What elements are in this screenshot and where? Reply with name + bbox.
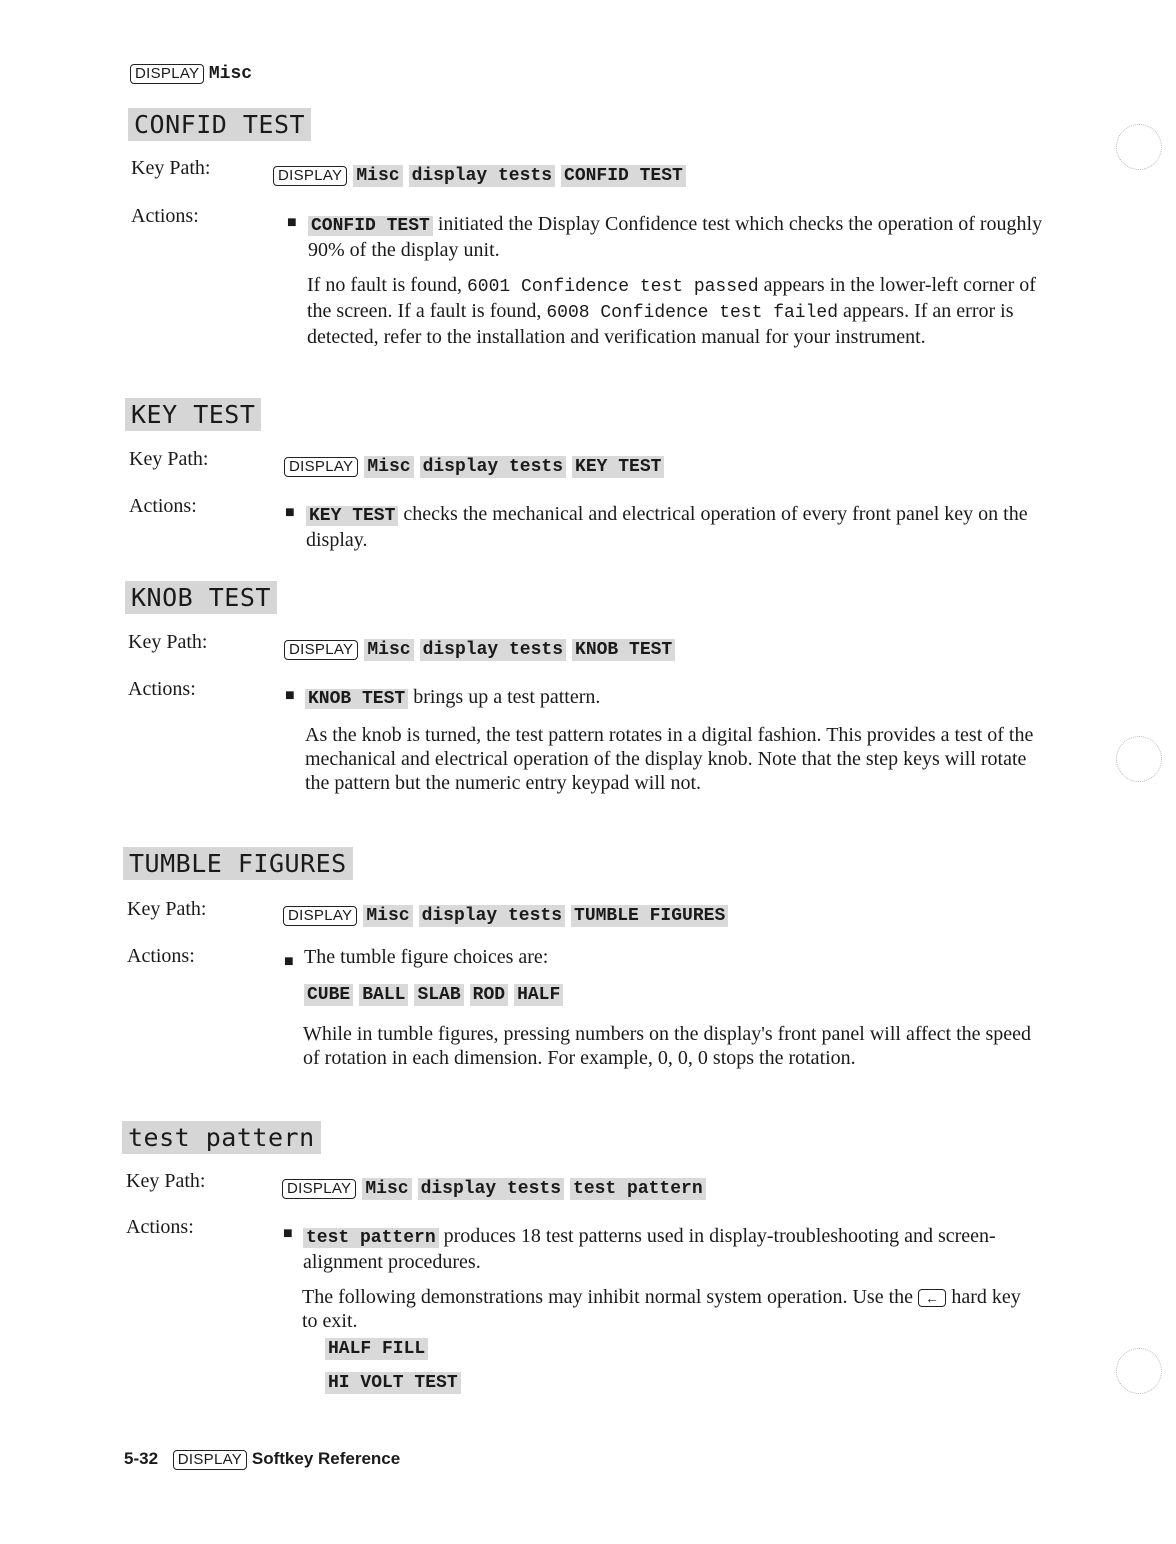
detail-text: hard key to exit. xyxy=(302,1286,1021,1332)
misc-softkey: Misc xyxy=(208,64,253,84)
tumble-choices xyxy=(304,985,569,1005)
bullet: ■ xyxy=(284,953,294,970)
actions-label: Actions: xyxy=(129,495,197,517)
key-path xyxy=(273,164,686,186)
choice-slab: SLAB xyxy=(414,984,463,1006)
path-softkey: display tests xyxy=(420,639,566,661)
action-text: produces 18 test patterns used in display-troubleshooting and screen-alignment procedures. xyxy=(303,1225,996,1273)
display-hardkey: DISPLAY xyxy=(283,906,357,926)
section-heading-confid-test: CONFID TEST xyxy=(128,108,311,141)
section-heading-test-pattern: test pattern xyxy=(122,1121,321,1154)
path-softkey: Misc xyxy=(353,165,402,187)
bullet: ■ xyxy=(285,687,295,704)
action-paragraph xyxy=(305,685,1040,711)
bullet: ■ xyxy=(283,1225,293,1242)
punch-hole xyxy=(1116,124,1162,170)
action-softkey: test pattern xyxy=(303,1228,439,1248)
footer-title: Softkey Reference xyxy=(251,1449,401,1468)
key-path-label: Key Path: xyxy=(126,1170,206,1192)
demo-hi-volt-test xyxy=(325,1373,467,1393)
key-path xyxy=(284,638,675,660)
path-softkey: Misc xyxy=(364,639,413,661)
actions-label: Actions: xyxy=(128,678,196,700)
path-softkey: Misc xyxy=(364,456,413,478)
path-softkey: Misc xyxy=(362,1178,411,1200)
detail-paragraph: As the knob is turned, the test pattern rotates in a digital fashion. This provides a test of the mechanical and electrical operation of the display knob. Note that the step keys will rotate the pattern but the numeric entry keypad will not. xyxy=(305,724,1034,794)
action-softkey: KEY TEST xyxy=(306,506,398,526)
path-softkey: Misc xyxy=(363,905,412,927)
path-softkey: CONFID TEST xyxy=(561,165,686,187)
punch-hole xyxy=(1116,736,1162,782)
demo-half-fill xyxy=(325,1339,434,1359)
actions-label: Actions: xyxy=(131,205,199,227)
key-path-label: Key Path: xyxy=(129,448,209,470)
section-heading-tumble-figures: TUMBLE FIGURES xyxy=(123,847,353,880)
key-path xyxy=(282,1177,706,1199)
detail-paragraph xyxy=(307,273,1042,349)
message-6008: 6008 Confidence test failed xyxy=(546,303,839,323)
actions-label: Actions: xyxy=(127,945,195,967)
detail-text: appears in the lower-left corner of the screen. If a fault is found, xyxy=(307,274,1036,322)
choice-cube: CUBE xyxy=(304,984,353,1006)
path-softkey: display tests xyxy=(418,1178,564,1200)
punch-hole xyxy=(1116,1348,1162,1394)
path-softkey: KNOB TEST xyxy=(572,639,675,661)
action-paragraph xyxy=(306,502,1041,552)
action-softkey: CONFID TEST xyxy=(308,216,433,236)
action-text: checks the mechanical and electrical operation of every front panel key on the display. xyxy=(306,503,1028,551)
demo-softkey: HALF FILL xyxy=(325,1338,428,1360)
section-heading-key-test: KEY TEST xyxy=(125,398,261,431)
message-6001: 6001 Confidence test passed xyxy=(466,277,759,297)
path-softkey: TUMBLE FIGURES xyxy=(571,905,728,927)
detail-paragraph xyxy=(302,1285,1037,1333)
section-heading-knob-test: KNOB TEST xyxy=(125,581,277,614)
key-path xyxy=(284,455,664,477)
path-softkey: KEY TEST xyxy=(572,456,664,478)
action-paragraph xyxy=(303,1224,1038,1274)
bullet: ■ xyxy=(287,214,297,231)
key-path xyxy=(283,904,728,926)
page-footer xyxy=(124,1449,400,1470)
back-arrow-key-icon: ← xyxy=(918,1289,946,1307)
top-breadcrumb xyxy=(130,62,252,84)
action-softkey: KNOB TEST xyxy=(305,689,408,709)
choice-rod: ROD xyxy=(470,984,508,1006)
page-number: 5-32 xyxy=(124,1449,159,1468)
display-hardkey: DISPLAY xyxy=(130,64,204,84)
choice-ball: BALL xyxy=(359,984,408,1006)
detail-text: appears. If an error is detected, refer to the installation and verification manual for your instrument. xyxy=(307,300,1014,348)
key-path-label: Key Path: xyxy=(127,898,207,920)
path-softkey: display tests xyxy=(409,165,555,187)
action-paragraph xyxy=(308,212,1043,262)
detail-text: The following demonstrations may inhibit normal system operation. Use the xyxy=(302,1286,919,1308)
display-hardkey: DISPLAY xyxy=(284,457,358,477)
key-path-label: Key Path: xyxy=(131,157,211,179)
display-hardkey: DISPLAY xyxy=(282,1179,356,1199)
choice-half: HALF xyxy=(514,984,563,1006)
display-hardkey: DISPLAY xyxy=(284,640,358,660)
actions-label: Actions: xyxy=(126,1216,194,1238)
action-text: brings up a test pattern. xyxy=(408,686,601,708)
path-softkey: test pattern xyxy=(570,1178,706,1200)
key-path-label: Key Path: xyxy=(128,631,208,653)
detail-paragraph: While in tumble figures, pressing numbers on the display's front panel will affect the speed of rotation in each dimension. For example, 0, 0, 0 stops the rotation. xyxy=(303,1023,1032,1069)
detail-text: If no fault is found, xyxy=(307,274,467,296)
action-text: initiated the Display Confidence test which checks the operation of roughly 90% of the display unit. xyxy=(308,213,1043,261)
path-softkey: display tests xyxy=(420,456,566,478)
display-hardkey: DISPLAY xyxy=(173,1450,247,1470)
action-paragraph: The tumble figure choices are: xyxy=(304,946,549,968)
demo-softkey: HI VOLT TEST xyxy=(325,1372,461,1394)
display-hardkey: DISPLAY xyxy=(273,166,347,186)
bullet: ■ xyxy=(285,504,295,521)
path-softkey: display tests xyxy=(419,905,565,927)
